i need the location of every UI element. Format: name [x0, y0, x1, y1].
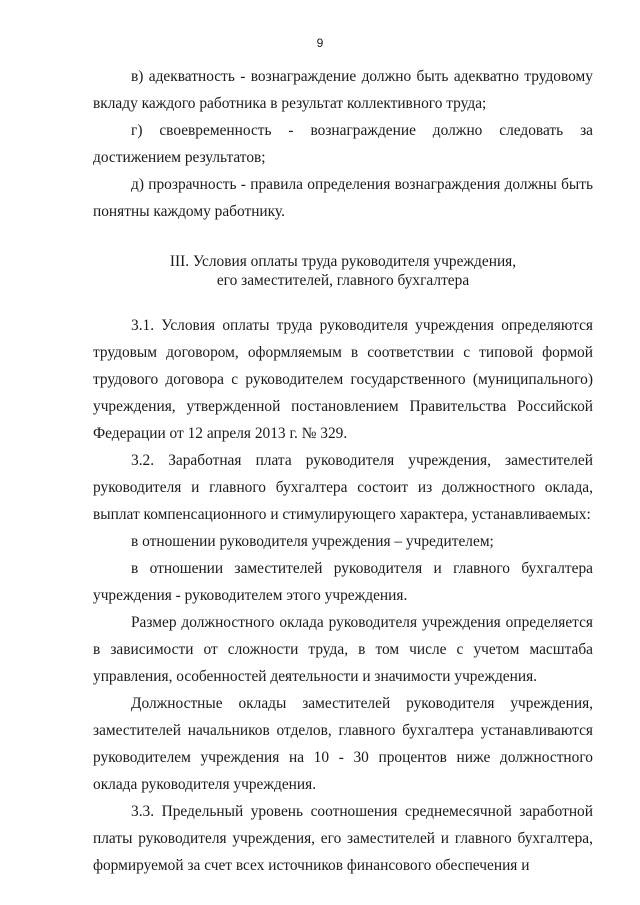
page-number: 9 [316, 36, 324, 50]
section-heading-line-2: его заместителей, главного бухгалтера [216, 272, 470, 289]
list-item-adequacy: в) адекватность - вознаграждение должно быть адекватно трудовому вкладу каждого работника в результат коллективного труда; [93, 68, 593, 112]
paragraph-founder: в отношении руководителя учреждения – учредителем; [131, 533, 494, 550]
list-item-transparency: д) прозрачность - правила определения вознаграждения должны быть понятны каждому работнику. [93, 176, 593, 220]
section-heading-line-1: III. Условия оплаты труда руководителя учреждения, [169, 253, 517, 270]
paragraph-deputies: в отношении заместителей руководителя и главного бухгалтера учреждения - руководителем этого учреждения. [93, 560, 593, 604]
paragraph-deputy-salaries: Должностные оклады заместителей руководителя учреждения, заместителей начальников отделов, главного бухгалтера устанавливаются руководителем учреждения на 10 - 30 процентов ниже должностного оклада руководителя учреждения. [93, 695, 593, 793]
section-heading [93, 252, 593, 290]
list-item-timeliness: г) своевременность - вознаграждение должно следовать за достижением результатов; [93, 122, 593, 166]
paragraph-3-3: 3.3. Предельный уровень соотношения среднемесячной заработной платы руководителя учреждения, его заместителей и главного бухгалтера, формируемой за счет всех источников финансового обеспечения и [93, 803, 593, 874]
document-body [93, 63, 593, 879]
paragraph-3-1: 3.1. Условия оплаты труда руководителя учреждения определяются трудовым договором, оформляемым в соответствии с типовой формой трудового договора с руководителем государственного (муниципального) учреждения, утвержденной постановлением Правительства Российской Федерации от 12 апреля 2013 г. № 329. [93, 317, 593, 442]
paragraph-3-2: 3.2. Заработная плата руководителя учреждения, заместителей руководителя и главного бухгалтера состоит из должностного оклада, выплат компенсационного и стимулирующего характера, устанавливаемых: [93, 452, 593, 523]
paragraph-salary-size: Размер должностного оклада руководителя учреждения определяется в зависимости от сложности труда, в том числе с учетом масштаба управления, особенностей деятельности и значимости учреждения. [93, 614, 593, 685]
